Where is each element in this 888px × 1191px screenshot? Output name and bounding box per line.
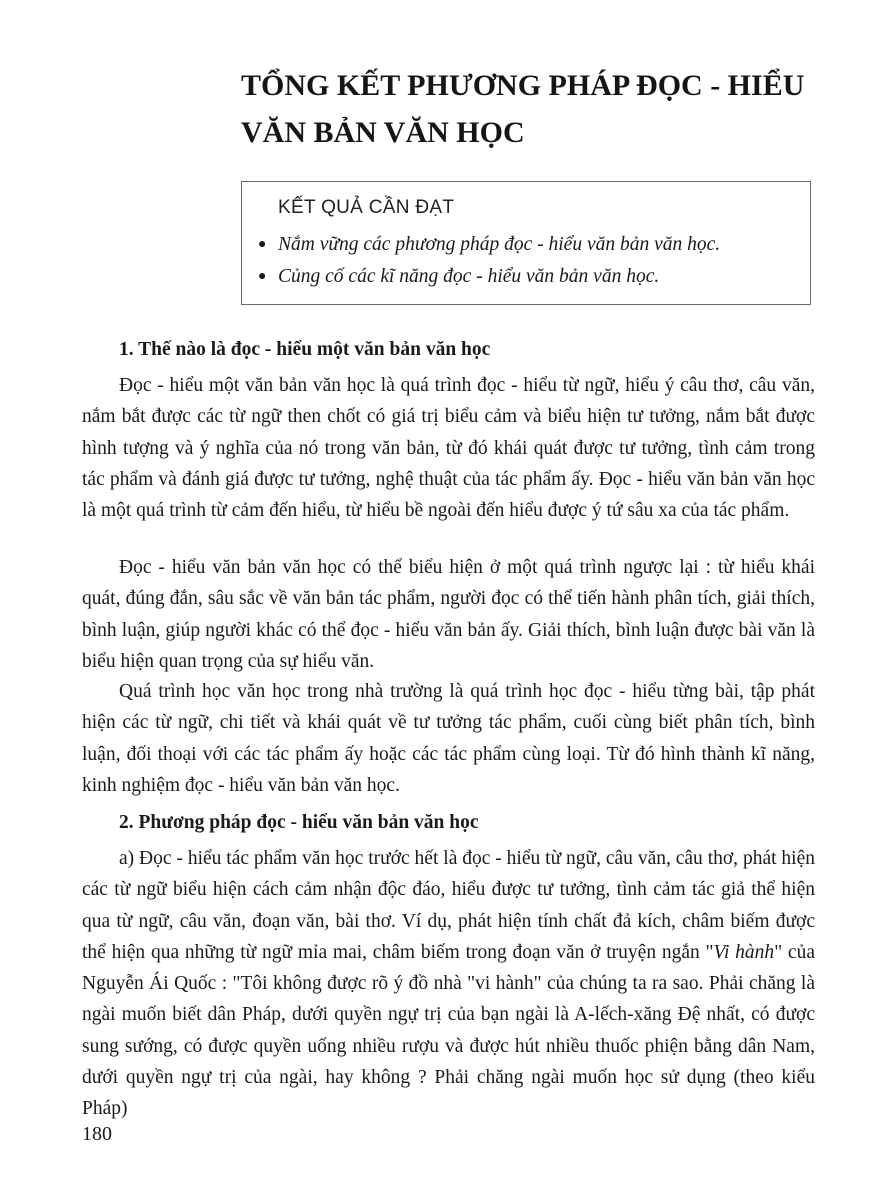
learning-goal-item [258, 266, 659, 288]
section-1-paragraph-3: Quá trình học văn học trong nhà trường là quá trình học đọc - hiểu từng bài, tập phát hiện các từ ngữ, chi tiết và khái quát về tư tưởng tác phẩm, cuối cùng biết phân tích, bình luận, đối thoại với các tác phẩm ấy hoặc các tác phẩm cùng loại. Từ đó hình thành kĩ năng, kinh nghiệm đọc - hiểu văn bản văn học. [82, 681, 815, 796]
section-1-paragraph-1: Đọc - hiểu một văn bản văn học là quá trình đọc - hiểu từ ngữ, hiểu ý câu thơ, câu văn, nắm bắt được các từ ngữ then chốt có giá trị biểu cảm và biểu hiện tư tưởng, nắm bắt được hình tượng và ý nghĩa của nó trong văn bản, từ đó khái quát được tư tưởng, tình cảm trong tác phẩm và đánh giá được tư tưởng, nghệ thuật của tác phẩm ấy. Đọc - hiểu văn bản văn học là một quá trình từ cảm đến hiểu, từ hiểu bề ngoài đến hiểu được ý tứ sâu xa của tác phẩm. [82, 375, 815, 522]
learning-goal-item [258, 234, 720, 256]
chapter-title-line-2: VĂN BẢN VĂN HỌC [241, 116, 525, 149]
section-2-paragraph-a [82, 843, 815, 1125]
paragraph-a-text-end: " của Nguyễn Ái Quốc : "Tôi không được rõ ý đồ nhà "vi hành" của chúng ta ra sao. Phải chăng là ngài muốn biết dân Pháp, dưới quyền ngự trị của bạn ngài là A-lếch-xăng Đệ nhất, có được sung sướng, có được quyền uống nhiều rượu và được hút nhiều thuốc phiện bằng dân Nam, dưới quyền ngự trị của ngài, hay không ? Phải chăng ngài muốn học sử dụng (theo kiểu Pháp) [82, 941, 815, 1120]
section-1-paragraph-2: Đọc - hiểu văn bản văn học có thể biểu hiện ở một quá trình ngược lại : từ hiểu khái quát, đúng đắn, sâu sắc về văn bản tác phẩm, người đọc có thể tiến hành phân tích, giải thích, bình luận, giúp người khác có thể đọc - hiểu văn bản ấy. Giải thích, bình luận được bài văn là biểu hiện quan trọng của sự hiểu văn. [82, 557, 815, 672]
section-2-heading: 2. Phương pháp đọc - hiểu văn bản văn học [119, 812, 479, 833]
story-title-vi-hanh: Vi hành [713, 941, 775, 963]
bullet-icon: ● [258, 269, 267, 284]
learning-goal-text: Nắm vững các phương pháp đọc - hiểu văn bản văn học. [278, 234, 721, 255]
learning-goals-box [241, 181, 811, 305]
learning-goals-heading: KẾT QUẢ CẦN ĐẠT [278, 197, 455, 218]
chapter-title [241, 62, 841, 156]
learning-goal-text: Củng cố các kĩ năng đọc - hiểu văn bản văn học. [278, 266, 660, 287]
page-number: 180 [82, 1123, 112, 1145]
bullet-icon: ● [258, 237, 267, 252]
chapter-title-line-1: TỔNG KẾT PHƯƠNG PHÁP ĐỌC - HIỂU [241, 69, 805, 102]
section-1-heading: 1. Thế nào là đọc - hiểu một văn bản văn học [119, 339, 491, 360]
paragraph-a-text-start: a) Đọc - hiểu tác phẩm văn học trước hết là đọc - hiểu từ ngữ, câu văn, câu thơ, phát hiện các từ ngữ biểu hiện cách cảm nhận độc đáo, hiểu được tư tưởng, tình cảm tác giả thể hiện qua từ ngữ, câu văn, đoạn văn, bài thơ. Ví dụ, phát hiện tính chất đả kích, châm biếm được thể hiện qua những từ ngữ mỉa mai, châm biếm trong đoạn văn ở truyện ngắn " [82, 848, 815, 963]
